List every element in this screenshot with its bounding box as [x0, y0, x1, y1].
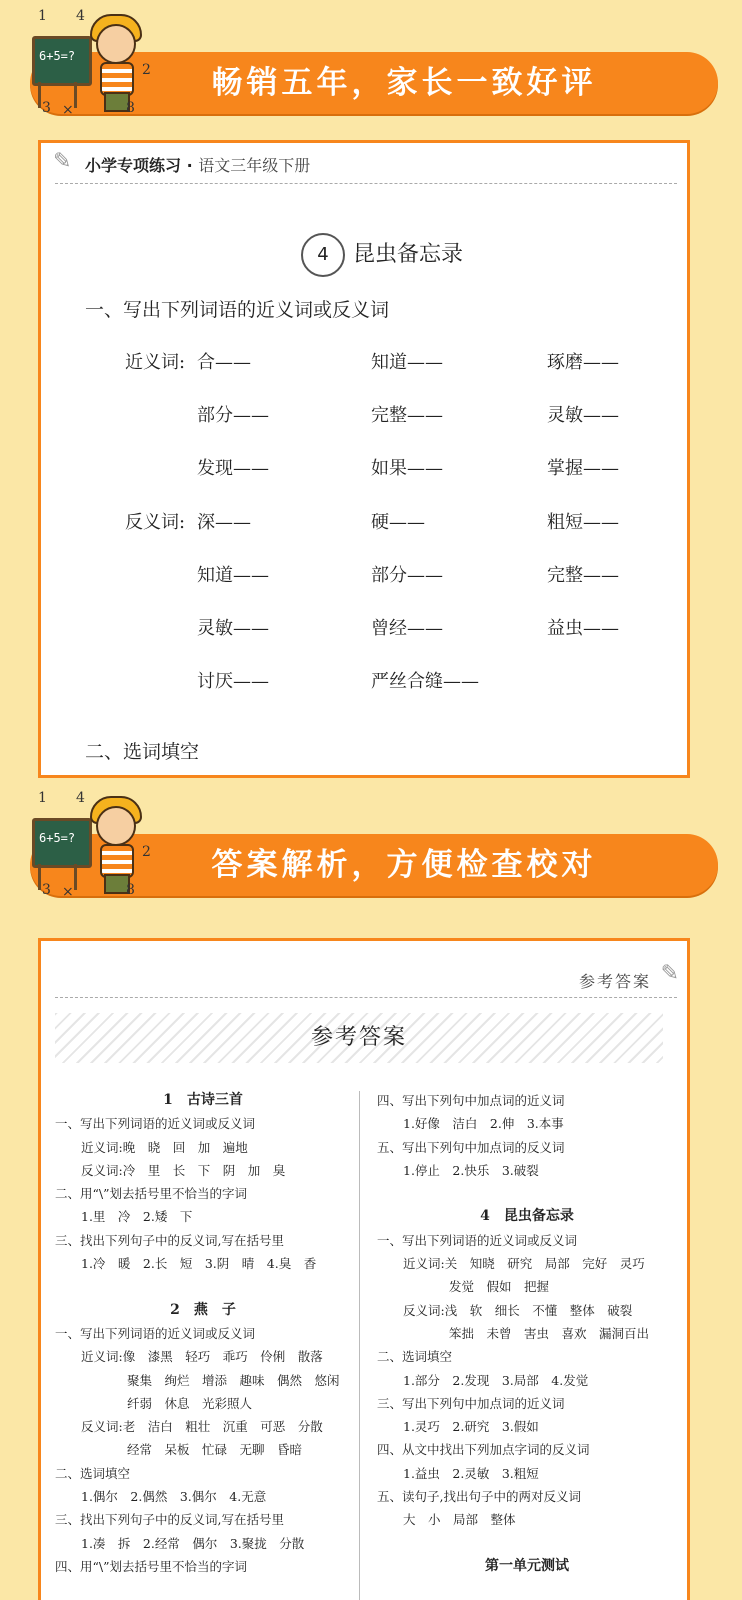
word-cell: 知道—— — [371, 352, 443, 373]
board-leg — [74, 82, 77, 108]
lesson-title — [301, 233, 463, 277]
answer-line: 1.冷 暖 2.长 短 3.阴 晴 4.臭 香 — [81, 1256, 317, 1272]
lesson-name: 昆虫备忘录 — [353, 242, 464, 267]
word-cell: 灵敏—— — [197, 618, 269, 639]
lesson-heading: 2 燕 子 — [170, 1301, 236, 1318]
word-cell: 益虫—— — [547, 618, 619, 639]
answer-line: 1.里 冷 2.矮 下 — [81, 1209, 193, 1225]
answer-column-left — [55, 1089, 351, 1578]
header-subtitle: 语文三年级下册 — [198, 156, 311, 175]
lesson-heading: 4 昆虫备忘录 — [480, 1208, 574, 1225]
kid-body — [100, 844, 134, 878]
answer-header-label: 参考答案 — [578, 972, 651, 991]
board-leg — [38, 864, 41, 890]
kid-head — [96, 806, 136, 846]
answer-line: 三、写出下列句中加点词的近义词 — [377, 1395, 565, 1411]
word-cell: 发现—— — [197, 458, 269, 479]
answer-line: 二、选词填空 — [377, 1349, 453, 1365]
answer-line: 四、写出下列句中加点词的近义词 — [377, 1093, 565, 1108]
banner-title: 答案解析，方便检查校对 — [211, 847, 597, 883]
answer-line: 三、找出下列句子中的反义词,写在括号里 — [55, 1232, 284, 1248]
word-cell: 讨厌—— — [197, 671, 269, 692]
board-leg — [38, 82, 41, 108]
answer-column-right — [377, 1089, 677, 1578]
worksheet-page — [38, 140, 690, 778]
answer-line: 三、找出下列句子中的反义词,写在括号里 — [55, 1512, 284, 1528]
lesson-heading: 1 古诗三首 — [163, 1092, 243, 1108]
doodle-number: 1 — [38, 790, 47, 806]
board-text: 6+5=? — [39, 49, 76, 63]
answer-line: 反义词:浅 软 细长 不懂 整体 破裂 — [403, 1302, 633, 1318]
doodle-number: 3 — [42, 100, 51, 116]
doodle-number: 8 — [126, 100, 135, 116]
page-header — [85, 153, 310, 176]
column-divider — [359, 1091, 360, 1600]
answer-line: 四、用“\”划去括号里不恰当的字词 — [55, 1558, 247, 1574]
header-separator: · — [186, 156, 193, 175]
spacer — [377, 1182, 677, 1205]
answer-line: 五、写出下列句中加点词的反义词 — [377, 1139, 565, 1155]
mascot-illustration — [20, 6, 150, 116]
word-cell: 粗短—— — [547, 512, 619, 533]
answer-line: 1.部分 2.发现 3.局部 4.发觉 — [403, 1372, 589, 1388]
word-cell: 曾经—— — [371, 618, 443, 639]
header-title: 小学专项练习 — [85, 156, 182, 175]
answer-line: 经常 呆板 忙碌 无聊 昏暗 — [127, 1442, 303, 1458]
doodle-number: 4 — [76, 8, 85, 24]
doodle-number: 2 — [142, 62, 151, 78]
word-cell: 部分—— — [197, 405, 269, 426]
word-cell: 合—— — [197, 352, 251, 373]
word-cell: 琢磨—— — [547, 352, 619, 373]
answer-line: 笨拙 未曾 害虫 喜欢 漏洞百出 — [449, 1325, 650, 1341]
chalkboard — [32, 818, 92, 868]
answer-line: 发觉 假如 把握 — [449, 1279, 550, 1295]
board-leg — [74, 864, 77, 890]
doodle-number: × — [62, 884, 74, 900]
answer-line: 二、用“\”划去括号里不恰当的字词 — [55, 1186, 247, 1202]
word-cell: 部分—— — [371, 565, 443, 586]
doodle-number: 8 — [126, 882, 135, 898]
answer-line: 近义词:关 知晓 研究 局部 完好 灵巧 — [403, 1256, 645, 1272]
banner-title: 畅销五年，家长一致好评 — [211, 65, 597, 101]
mascot-illustration — [20, 788, 150, 898]
answer-line: 反义词:冷 里 长 下 阴 加 臭 — [81, 1162, 286, 1178]
answer-line: 四、从文中找出下列加点字词的反义词 — [377, 1442, 590, 1458]
answer-line: 二、选词填空 — [55, 1465, 131, 1481]
answer-line: 1.好像 洁白 2.伸 3.本事 — [403, 1116, 564, 1132]
answer-line: 1.停止 2.快乐 3.破裂 — [403, 1162, 539, 1178]
answer-line: 聚集 绚烂 增添 趣味 偶然 悠闲 — [127, 1372, 340, 1388]
lesson-heading: 第一单元测试 — [485, 1557, 569, 1574]
answer-line: 1.益虫 2.灵敏 3.粗短 — [403, 1465, 539, 1481]
answer-line: 近义词:晚 晓 回 加 遍地 — [81, 1139, 248, 1155]
header-divider — [55, 183, 677, 184]
word-cell: 完整—— — [371, 405, 443, 426]
spacer — [55, 1275, 351, 1298]
answer-line: 1.灵巧 2.研究 3.假如 — [403, 1419, 539, 1435]
antonym-label: 反义词: — [125, 512, 186, 533]
word-cell: 严丝合缝—— — [371, 671, 479, 692]
word-cell: 如果—— — [371, 458, 443, 479]
word-cell: 深—— — [197, 512, 251, 533]
answer-line: 大 小 局部 整体 — [403, 1512, 516, 1528]
doodle-number: 1 — [38, 8, 47, 24]
word-cell: 硬—— — [371, 512, 425, 533]
doodle-number: 4 — [76, 790, 85, 806]
header-divider — [55, 997, 677, 998]
answer-line: 反义词:老 洁白 粗壮 沉重 可恶 分散 — [81, 1419, 323, 1435]
answer-line: 1.偶尔 2.偶然 3.偶尔 4.无意 — [81, 1489, 267, 1505]
answer-line: 五、读句子,找出句子中的两对反义词 — [377, 1489, 581, 1505]
word-cell: 完整—— — [547, 565, 619, 586]
doodle-number: × — [62, 102, 74, 118]
board-text: 6+5=? — [39, 831, 76, 845]
doodle-number: 3 — [42, 882, 51, 898]
pencil-icon: ✎ — [53, 149, 72, 174]
pencil-icon: ✎ — [660, 961, 679, 986]
word-cell: 灵敏—— — [547, 405, 619, 426]
kid-body — [100, 62, 134, 96]
section-heading: 一、写出下列词语的近义词或反义词 — [85, 299, 390, 321]
answer-line: 一、写出下列词语的近义词或反义词 — [377, 1232, 578, 1248]
kid-head — [96, 24, 136, 64]
answer-page — [38, 938, 690, 1600]
synonym-label: 近义词: — [125, 352, 186, 373]
spacer — [377, 1532, 677, 1555]
answer-title-band — [55, 1013, 663, 1063]
doodle-number: 2 — [142, 844, 151, 860]
chalkboard — [32, 36, 92, 86]
word-cell: 掌握—— — [547, 458, 619, 479]
answer-line: 1.凑 拆 2.经常 偶尔 3.聚拢 分散 — [81, 1535, 305, 1551]
answer-title: 参考答案 — [310, 1025, 407, 1050]
section-heading: 二、选词填空 — [85, 741, 200, 763]
answer-line: 一、写出下列词语的近义词或反义词 — [55, 1116, 256, 1132]
word-cell: 知道—— — [197, 565, 269, 586]
answer-line: 纤弱 休息 光彩照人 — [127, 1395, 253, 1411]
answer-line: 一、写出下列词语的近义词或反义词 — [55, 1325, 256, 1341]
lesson-number-badge: 4 — [301, 233, 345, 277]
answer-line: 近义词:像 漆黑 轻巧 乖巧 伶俐 散落 — [81, 1349, 323, 1365]
